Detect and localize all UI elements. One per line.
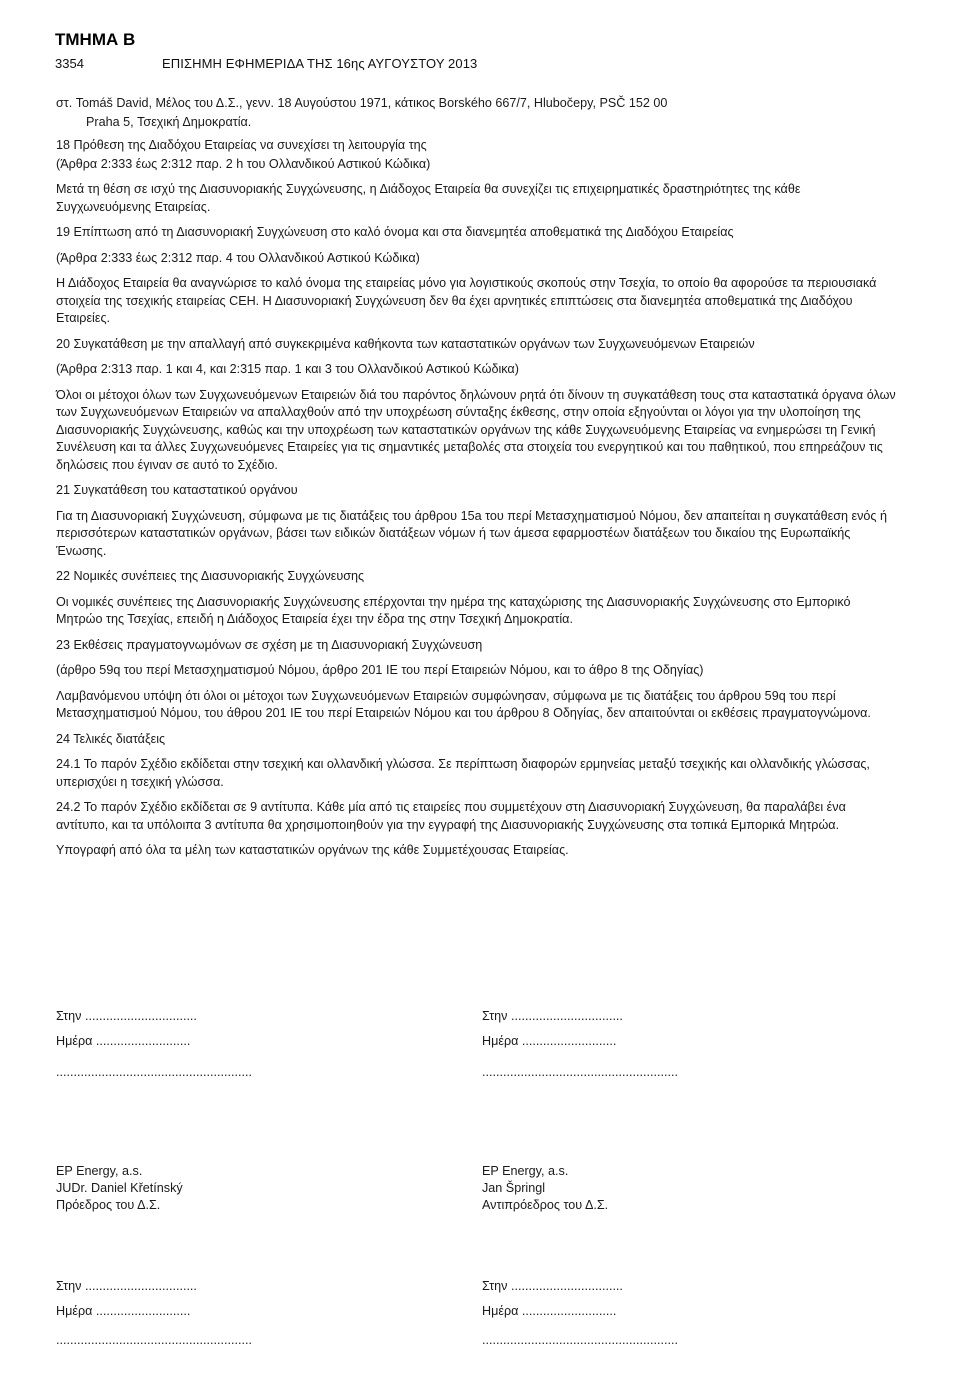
section-tag: ΤΜΗΜΑ Β xyxy=(55,30,136,49)
date-label: Ημέρα xyxy=(482,1304,519,1318)
legal-reference: (Άρθρα 2:333 έως 2:312 παρ. 2 h του Ολλανδικού Αστικού Κώδικα) xyxy=(56,156,431,171)
section-heading: 23 Εκθέσεις πραγματογνωμόνων σε σχέση με τη Διασυνοριακή Συγχώνευση xyxy=(56,637,483,652)
place-label: Στην xyxy=(482,1009,508,1023)
signatory-name: Jan Špringl xyxy=(482,1181,546,1195)
gazette-title: ΕΠΙΣΗΜΗ ΕΦΗΜΕΡΙΔΑ ΤΗΣ 16ης ΑΥΓΟΥΣΤΟΥ 2013 xyxy=(162,56,478,71)
signatory-company: EP Energy, a.s. xyxy=(482,1164,569,1178)
date-dots: ........................... xyxy=(95,1304,191,1318)
signature-block-left-bottom xyxy=(56,1278,252,1349)
paragraph: 24.1 Το παρόν Σχέδιο εκδίδεται στην τσεχική και ολλανδική γλώσσα. Σε περίπτωση διαφορών ερμηνείας μεταξύ τσεχικής και ολλανδικής γλώσσας, υπερισχύει η τσεχική γλώσσα. xyxy=(56,757,870,789)
page-number: 3354 xyxy=(55,56,84,71)
date-label: Ημέρα xyxy=(56,1304,93,1318)
place-label: Στην xyxy=(482,1279,508,1293)
paragraph: Μετά τη θέση σε ισχύ της Διασυνοριακής Συγχώνευσης, η Διάδοχος Εταιρεία θα συνεχίζει τις επιχειρηματικές δραστηριότητες της κάθε Συγχωνευόμενης Εταιρείας. xyxy=(56,182,801,214)
section-heading: 24 Τελικές διατάξεις xyxy=(56,731,166,746)
section-heading: 21 Συγκατάθεση του καταστατικού οργάνου xyxy=(56,483,298,497)
paragraph: 24.2 Το παρόν Σχέδιο εκδίδεται σε 9 αντίτυπα. Κάθε μία από τις εταιρείες που συμμετέχουν στη Διασυνοριακή Συγχώνευση, θα παραλάβει ένα αντίτυπο, και τα υπόλοιπα 3 αντίτυπα θα χρησιμοποιηθούν για την εγγραφή της Διασυνοριακής Συγχώνευσης στα τοπικά Εμπορικά Μητρώα. xyxy=(56,800,846,832)
signatory-name: JUDr. Daniel Křetínský xyxy=(56,1181,183,1195)
place-dots: ................................ xyxy=(510,1279,623,1293)
date-dots: ........................... xyxy=(521,1034,617,1048)
signatory-right xyxy=(482,1163,608,1214)
paragraph: στ. Tomáš David, Μέλος του Δ.Σ., γενν. 18 Αυγούστου 1971, κάτικος Borského 667/7, Hlubočepy, PSČ 152 00 xyxy=(56,96,668,110)
signature-line: ........................................................ xyxy=(56,1065,252,1079)
paragraph: Praha 5, Τσεχική Δημοκρατία. xyxy=(86,114,252,129)
signatory-role: Πρόεδρος του Δ.Σ. xyxy=(56,1198,161,1212)
legal-reference: (Άρθρα 2:313 παρ. 1 και 4, και 2:315 παρ. 1 και 3 του Ολλανδικού Αστικού Κώδικα) xyxy=(56,362,519,376)
paragraph: Υπογραφή από όλα τα μέλη των καταστατικών οργάνων της κάθε Συμμετέχουσας Εταιρείας. xyxy=(56,843,569,857)
paragraph: Οι νομικές συνέπειες της Διασυνοριακής Συγχώνευσης επέρχονται την ημέρα της καταχώρισης της Διασυνοριακής Συγχώνευσης στο Εμπορικό Μητρώο της Τσεχίας, επειδή η Διάδοχος Εταιρεία έχει την έδρα της στην Τσεχική Δημοκρατία. xyxy=(56,594,851,626)
paragraph: Για τη Διασυνοριακή Συγχώνευση, σύμφωνα με τις διατάξεις του άρθρου 15a του περί Μετασχηματισμού Νόμου, δεν απαιτείται η συγκατάθεση ενός ή περισσότερων καταστατικών οργάνων, βάσει των ειδικών διατάξεων νόμων ή των άμεσα εφαρμοστέων διατάξεων του δικαίου της Ευρωπαϊκής Ένωσης. xyxy=(56,508,887,558)
place-dots: ................................ xyxy=(84,1009,197,1023)
paragraph: Η Διάδοχος Εταιρεία θα αναγνώρισε το καλό όνομα της εταιρείας μόνο για λογιστικούς σκοπούς στην Τσεχία, το οποίο θα αφορούσε τα περιουσιακά στοιχεία της τσεχικής εταιρείας CEH. Η Διασυνοριακή Συγχώνευση δεν θα έχει αρνητικές επιπτώσεις στα διανεμητέα αποθεματικά της Διαδόχου Εταιρείες. xyxy=(56,276,877,325)
document-body xyxy=(56,95,896,868)
place-dots: ................................ xyxy=(510,1009,623,1023)
paragraph: Λαμβανόμενου υπόψη ότι όλοι οι μέτοχοι των Συγχωνευόμενων Εταιρειών συμφώνησαν, σύμφωνα με τις διατάξεις του άρθρου 59q του περί Μετασχηματισμού Νόμου, του άθρου 201 ΙΕ του περί Εταιρειών Νόμου και του άρθρου 8 Οδηγίας, δεν απαιτούνται οι εκθέσεις πραγματογνώμονα. xyxy=(56,688,871,720)
place-label: Στην xyxy=(56,1009,82,1023)
legal-reference: (Άρθρα 2:333 έως 2:312 παρ. 4 του Ολλανδικού Αστικού Κώδικα) xyxy=(56,250,420,265)
section-heading: 22 Νομικές συνέπειες της Διασυνοριακής Συγχώνευσης xyxy=(56,569,365,583)
signature-block-right-top xyxy=(482,1008,678,1081)
section-heading: 18 Πρόθεση της Διαδόχου Εταιρείας να συνεχίσει τη λειτουργία της xyxy=(56,138,427,152)
date-dots: ........................... xyxy=(95,1034,191,1048)
section-heading: 20 Συγκατάθεση με την απαλλαγή από συγκεκριμένα καθήκοντα των καταστατικών οργάνων των Συγχωνευόμενων Εταιρειών xyxy=(56,336,755,351)
signature-block-right-bottom xyxy=(482,1278,678,1349)
section-heading: 19 Επίπτωση από τη Διασυνοριακή Συγχώνευση στο καλό όνομα και στα διανεμητέα αποθεματικά της Διαδόχου Εταιρείας xyxy=(56,225,734,239)
signature-line: ........................................................ xyxy=(482,1065,678,1079)
paragraph: Όλοι οι μέτοχοι όλων των Συγχωνευόμενων Εταιρειών διά του παρόντος δηλώνουν ρητά ότι δίνουν τη συγκατάθεση τους στα καταστατικά όργανα όλων των Συγχωνευόμενων Εταιρειών να απαλλαχθούν από την υποχρέωση σύνταξης έκθεσης, στην οποία εξηγούνται οι λόγοι για την υλοποίηση της Διασυνοριακής Συγχώνευσης, καθώς και την υποχρέωση των καταστατικών οργάνων της κάθε Συγχωνευόμενης Εταιρείας να ενημερώσει τη Γενική Συνέλευση και τα άλλες Συγχωνευόμενες Εταιρείες για τις σημαντικές μεταβολές στα στοιχεία του ενεργητικού και του παθητικού, που επηρεάζουν τις δηλώσεις που έγιναν σε αυτό το Σχέδιο. xyxy=(56,387,896,472)
signature-line: ........................................................ xyxy=(56,1333,252,1347)
signatory-company: EP Energy, a.s. xyxy=(56,1164,143,1178)
signatory-role: Αντιπρόεδρος του Δ.Σ. xyxy=(482,1198,609,1212)
signature-line: ........................................................ xyxy=(482,1333,678,1347)
date-label: Ημέρα xyxy=(482,1034,519,1048)
legal-reference: (άρθρο 59q του περί Μετασχηματισμού Νόμου, άρθρο 201 ΙΕ του περί Εταιρειών Νόμου, και το άθρο 8 της Οδηγίας) xyxy=(56,663,704,677)
date-label: Ημέρα xyxy=(56,1034,93,1048)
place-label: Στην xyxy=(56,1279,82,1293)
signatory-left xyxy=(56,1163,183,1214)
date-dots: ........................... xyxy=(521,1304,617,1318)
signature-block-left-top xyxy=(56,1008,252,1081)
place-dots: ................................ xyxy=(84,1279,197,1293)
